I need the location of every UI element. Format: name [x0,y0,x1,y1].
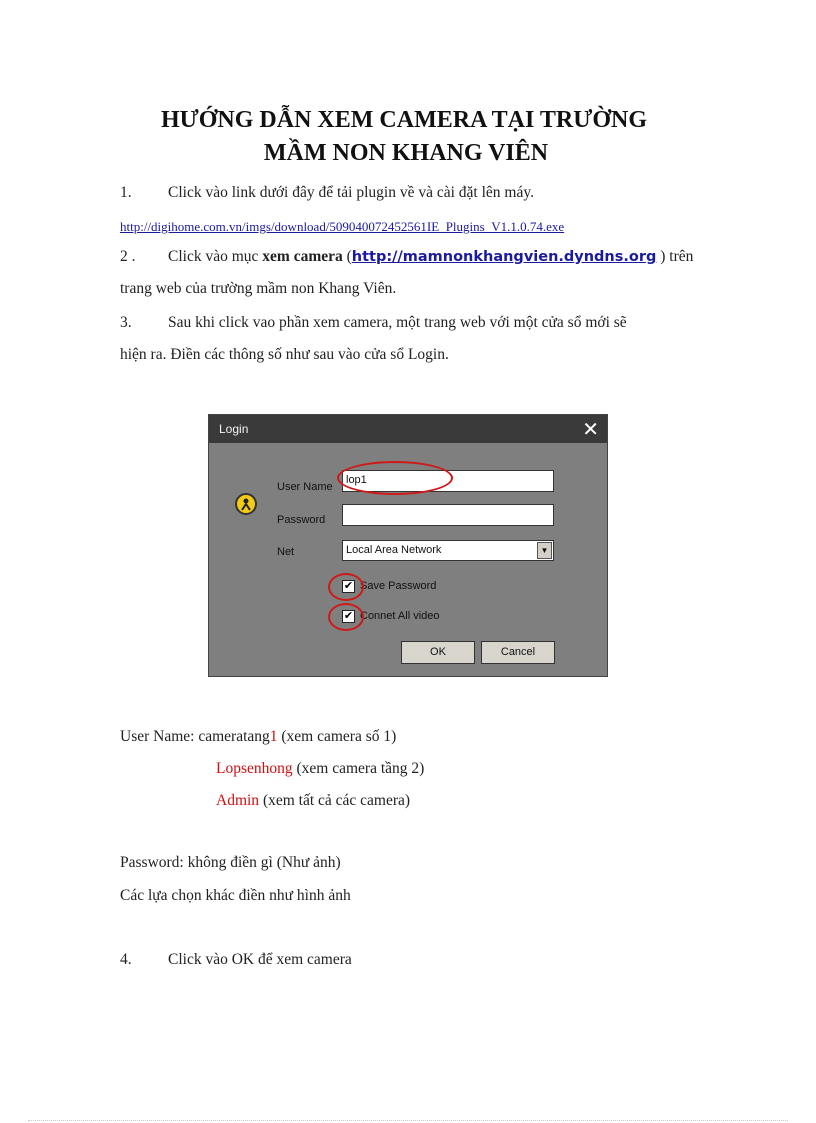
password-label: Password [277,514,326,526]
camera-site-link[interactable]: http://mamnonkhangvien.dyndns.org [351,249,657,265]
save-password-highlight-ellipse [328,573,364,601]
login-dialog [208,414,608,677]
cancel-button[interactable]: Cancel [481,641,555,664]
password-input[interactable] [342,504,554,526]
user2-note [216,759,424,779]
step2-close-paren: ) trên [656,248,694,265]
other-options-note: Các lựa chọn khác điền như hình ảnh [120,887,351,904]
net-select-value: Local Area Network [346,544,442,556]
user1-red-digit: 1 [269,728,278,745]
step2-prefix: Click vào mục [168,248,263,265]
plugin-download-link[interactable]: http://digihome.com.vn/imgs/download/509040072452561IE_Plugins_V1.1.0.74.exe [120,219,565,234]
user3-note [216,791,410,811]
chevron-down-icon[interactable]: ▼ [537,542,552,559]
save-password-label: Save Password [360,580,437,592]
user-name-note [120,727,396,747]
step1-text: Click vào link dưới đây để tải plugin về và cài đặt lên máy. [168,184,534,201]
user2-description: (xem camera tầng 2) [292,760,425,777]
user3-description: (xem tất cả các camera) [259,792,411,809]
step3-line1: Sau khi click vao phần xem camera, một trang web với một cửa sổ mới sẽ [168,314,627,331]
login-user-icon [235,493,257,515]
step2-number: 2 . [120,248,136,265]
step3-number: 3. [120,314,132,331]
step2-bold-xem-camera: xem camera [262,248,343,265]
step2-open-paren: ( [342,248,352,265]
login-dialog-titlebar [209,415,607,443]
close-icon[interactable]: ✕ [582,419,599,441]
step4-text: Click vào OK để xem camera [168,951,352,968]
save-password-checkbox[interactable]: ✔ [343,580,354,592]
page-title-line2: MẦM NON KHANG VIÊN [263,140,549,166]
username-label: User Name [277,481,333,493]
step2-line2: trang web của trường mầm non Khang Viên. [120,280,397,297]
connect-all-highlight-ellipse [328,603,364,631]
net-label: Net [277,546,295,558]
user2-red-name: Lopsenhong [216,760,293,777]
user1-description: (xem camera số 1) [277,728,397,745]
user3-red-name: Admin [216,792,260,809]
username-highlight-ellipse [337,461,453,495]
step4-number: 4. [120,951,132,968]
step3-line2: hiện ra. Điền các thông số như sau vào cửa sổ Login. [120,346,449,363]
password-note: Password: không điền gì (Như ảnh) [120,854,341,871]
connect-all-video-checkbox[interactable]: ✔ [343,610,354,622]
step1-number: 1. [120,184,132,201]
step2-text [168,247,693,267]
ok-button[interactable]: OK [401,641,475,664]
username-input[interactable]: lop1 [342,470,554,492]
connect-all-video-label: Connet All video [360,610,440,622]
page-title-line1: HƯỚNG DẪN XEM CAMERA TẠI TRƯỜNG [160,107,647,133]
net-select[interactable] [342,540,554,561]
user-name-prefix: User Name: cameratang [120,728,270,745]
page-bottom-divider [28,1120,788,1121]
login-dialog-title: Login [219,422,249,436]
